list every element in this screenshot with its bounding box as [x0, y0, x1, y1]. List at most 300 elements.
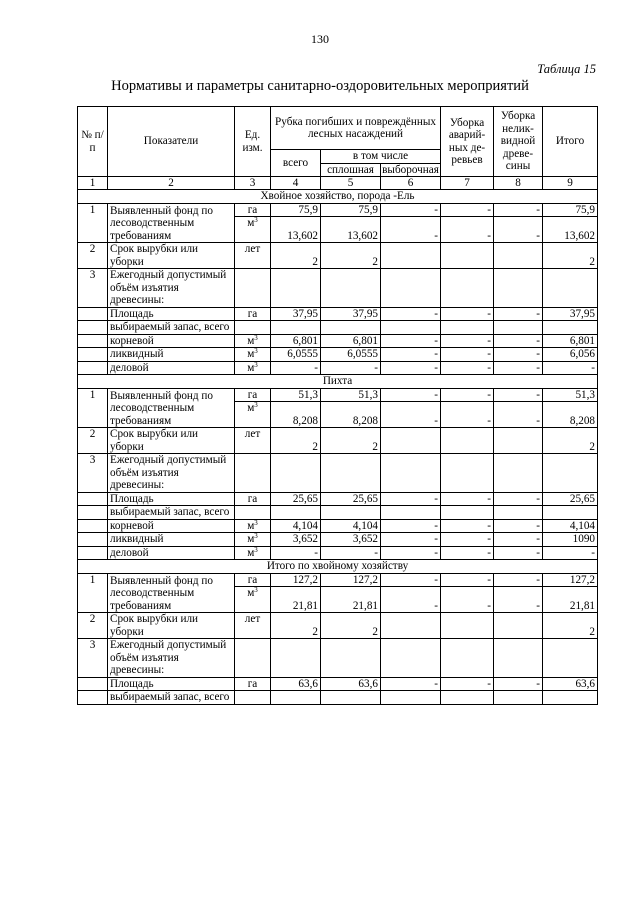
value-emergency-text: -: [487, 388, 492, 401]
value-unliquid: [494, 334, 543, 348]
row-number-text: 2: [89, 613, 96, 625]
row-number: [78, 243, 108, 269]
value-unliquid: [494, 587, 543, 613]
row-number-text: 1: [89, 573, 96, 586]
value-emergency: [441, 613, 494, 639]
section-title-row: [78, 560, 598, 574]
value-selective-text: -: [434, 361, 439, 374]
value-clear: [321, 269, 381, 308]
value-sum: [543, 506, 598, 520]
header-indicators: Показатели: [108, 107, 235, 177]
col-number: 6: [381, 177, 441, 190]
header-total: Итого: [543, 107, 598, 177]
row-label-text: ликвидный: [110, 533, 164, 545]
value-emergency: [441, 677, 494, 691]
value-selective-text: -: [434, 677, 439, 690]
value-sum: [543, 639, 598, 678]
value-total-text: 75,9: [298, 203, 318, 216]
row-label: [108, 492, 235, 506]
row-label: [108, 546, 235, 560]
value-emergency-text: -: [487, 348, 492, 360]
value-clear-text: 6,801: [352, 334, 378, 347]
value-selective: [381, 587, 441, 613]
value-emergency-text: -: [487, 361, 492, 374]
col-number: 5: [321, 177, 381, 190]
value-emergency: [441, 321, 494, 335]
value-selective: [381, 321, 441, 335]
value-clear: [321, 361, 381, 375]
row-unit-text: м: [247, 546, 255, 559]
row-unit-text: м: [247, 519, 255, 532]
value-emergency: [441, 691, 494, 705]
value-total-text: 6,801: [292, 334, 318, 347]
row-label: [108, 321, 235, 335]
row-unit-text: м: [247, 402, 255, 414]
row-label-text: Выявленный фонд по лесоводственным требованиям: [110, 204, 213, 242]
value-emergency-text: -: [487, 229, 492, 242]
value-total: [271, 402, 321, 428]
value-total: [271, 361, 321, 375]
value-emergency: [441, 269, 494, 308]
value-total-text: -: [314, 546, 318, 559]
value-unliquid: [494, 269, 543, 308]
value-total: [271, 587, 321, 613]
value-emergency-text: -: [487, 573, 492, 586]
value-selective: [381, 691, 441, 705]
value-sum: [543, 533, 598, 547]
value-total: [271, 519, 321, 533]
value-selective: [381, 573, 441, 587]
row-number-text: 1: [89, 203, 96, 216]
value-clear: [321, 613, 381, 639]
value-emergency: [441, 217, 494, 243]
value-selective-text: -: [434, 573, 439, 586]
row-label-text: выбираемый запас, всего: [110, 691, 230, 703]
row-number: [78, 546, 108, 560]
table-row: [78, 492, 598, 506]
value-total: [271, 613, 321, 639]
value-emergency-text: -: [487, 203, 492, 216]
row-unit: $м^3$: [235, 402, 271, 428]
value-total: [271, 506, 321, 520]
value-selective-text: -: [434, 492, 439, 505]
value-clear: [321, 573, 381, 587]
value-clear: [321, 533, 381, 547]
header-felling: Рубка погибших и повреждённых лесных насаждений: [271, 107, 441, 150]
value-clear: [321, 454, 381, 493]
header-num: № п/п: [78, 107, 108, 177]
value-unliquid: [494, 361, 543, 375]
value-sum: [543, 546, 598, 560]
value-total: [271, 546, 321, 560]
column-numbers-row: [78, 177, 598, 190]
row-label: [108, 307, 235, 321]
value-clear: [321, 506, 381, 520]
value-unliquid: [494, 533, 543, 547]
value-selective: [381, 533, 441, 547]
value-sum-text: 6,056: [569, 348, 596, 360]
row-label: [108, 613, 235, 639]
value-unliquid-text: -: [536, 519, 541, 532]
table-row: [78, 677, 598, 691]
table-row: [78, 321, 598, 335]
row-number: [78, 454, 108, 493]
value-selective: [381, 307, 441, 321]
value-clear-text: 8,208: [352, 414, 378, 427]
value-emergency: [441, 506, 494, 520]
row-number-text: 3: [89, 639, 96, 651]
row-label: [108, 428, 235, 454]
value-selective-text: -: [434, 533, 439, 545]
row-unit: [235, 454, 271, 493]
value-emergency: [441, 454, 494, 493]
header-selective: выборочная: [382, 163, 439, 176]
col-number: 2: [108, 177, 235, 190]
row-number: [78, 428, 108, 454]
value-selective: [381, 613, 441, 639]
value-unliquid: [494, 691, 543, 705]
section-title-text: Хвойное хозяйство, порода -Ель: [260, 190, 415, 202]
value-sum: [543, 677, 598, 691]
header-clear: сплошная: [321, 163, 381, 177]
value-total-text: -: [314, 361, 318, 374]
value-sum: [543, 388, 598, 402]
value-sum-text: 6,801: [569, 334, 596, 347]
row-number: [78, 348, 108, 362]
row-unit: $м^3$: [235, 587, 271, 613]
row-label-text: выбираемый запас, всего: [110, 321, 230, 333]
value-emergency-text: -: [487, 677, 492, 690]
section-title-text: Пихта: [322, 375, 353, 387]
value-selective: [381, 519, 441, 533]
table-row: [78, 613, 598, 639]
page-number: 130: [311, 32, 329, 46]
row-number: [78, 613, 108, 639]
row-unit: [235, 613, 271, 639]
value-clear-text: 2: [372, 440, 378, 453]
row-unit: $м^3$: [235, 533, 271, 547]
value-total-text: 6,0555: [287, 348, 318, 360]
row-number: [78, 361, 108, 375]
value-sum: [543, 519, 598, 533]
row-number-text: 2: [89, 428, 96, 440]
row-label-text: Выявленный фонд по лесоводственным требованиям: [110, 389, 213, 427]
value-total-text: 2: [312, 255, 318, 268]
value-unliquid: [494, 492, 543, 506]
row-unit: [235, 243, 271, 269]
value-clear-text: 127,2: [352, 573, 378, 586]
value-clear-text: 63,6: [358, 677, 378, 690]
value-clear: [321, 492, 381, 506]
table-row: [78, 533, 598, 547]
value-clear-text: 21,81: [352, 599, 378, 612]
value-emergency: [441, 519, 494, 533]
value-emergency-text: -: [487, 519, 492, 532]
row-label: [108, 243, 235, 269]
value-unliquid: [494, 321, 543, 335]
value-emergency: [441, 388, 494, 402]
value-emergency: [441, 334, 494, 348]
section-title: [78, 190, 598, 204]
value-clear-text: 4,104: [352, 519, 378, 532]
row-number: [78, 388, 108, 428]
value-clear: [321, 217, 381, 243]
col-number: 9: [543, 177, 598, 190]
row-unit: $м^3$: [235, 519, 271, 533]
table-row: [78, 361, 598, 375]
value-total: [271, 243, 321, 269]
value-total-text: 21,81: [292, 599, 318, 612]
value-selective-text: -: [434, 334, 439, 347]
row-unit: $м^3$: [235, 217, 271, 243]
row-label-text: корневой: [110, 519, 154, 532]
value-unliquid: [494, 519, 543, 533]
value-selective: [381, 639, 441, 678]
value-sum: [543, 321, 598, 335]
value-emergency-text: -: [487, 533, 492, 545]
value-selective-text: -: [434, 307, 439, 320]
value-selective: [381, 217, 441, 243]
value-sum-text: -: [591, 546, 596, 559]
table-row: [78, 269, 598, 308]
header-unit: Ед. изм.: [235, 107, 271, 177]
value-selective: [381, 428, 441, 454]
value-total: [271, 307, 321, 321]
row-unit-text: га: [247, 203, 258, 216]
value-emergency: [441, 546, 494, 560]
value-emergency: [441, 203, 494, 217]
row-unit: $м^3$: [235, 361, 271, 375]
value-unliquid: [494, 243, 543, 269]
value-sum-text: 25,65: [569, 492, 596, 505]
value-sum-text: 127,2: [569, 573, 596, 586]
value-unliquid: [494, 217, 543, 243]
value-selective: [381, 546, 441, 560]
header-including: в том числе: [321, 150, 441, 164]
table-row: [78, 639, 598, 678]
row-number: [78, 677, 108, 691]
value-total: [271, 639, 321, 678]
value-emergency: [441, 573, 494, 587]
value-sum-text: 2: [589, 255, 596, 268]
value-clear: [321, 428, 381, 454]
value-emergency-text: -: [487, 334, 492, 347]
col-number: 8: [494, 177, 543, 190]
value-clear: [321, 691, 381, 705]
row-unit: $м^3$: [235, 334, 271, 348]
row-label-text: Ежегодный допустимый объём изъятия древесины:: [110, 269, 227, 306]
value-total-text: 2: [312, 625, 318, 638]
table-label: Таблица 15: [537, 62, 596, 76]
row-label: [108, 348, 235, 362]
row-label-text: деловой: [110, 546, 149, 559]
value-unliquid-text: -: [536, 492, 541, 505]
value-clear: [321, 402, 381, 428]
row-number-text: 1: [89, 388, 96, 401]
value-unliquid: [494, 613, 543, 639]
value-clear: [321, 243, 381, 269]
section-title-text: Итого по хвойному хозяйству: [266, 560, 409, 572]
value-emergency: [441, 402, 494, 428]
value-unliquid-text: -: [536, 599, 541, 612]
value-sum: [543, 454, 598, 493]
value-selective: [381, 203, 441, 217]
row-label: [108, 361, 235, 375]
value-total: [271, 492, 321, 506]
value-sum: [543, 428, 598, 454]
value-clear: [321, 203, 381, 217]
row-label-text: выбираемый запас, всего: [110, 506, 230, 518]
table-row: [78, 454, 598, 493]
table-row: [78, 428, 598, 454]
value-total: [271, 203, 321, 217]
row-label-text: Ежегодный допустимый объём изъятия древесины:: [110, 639, 227, 676]
value-emergency: [441, 243, 494, 269]
value-sum-text: 8,208: [569, 414, 596, 427]
value-sum: [543, 217, 598, 243]
value-sum: [543, 334, 598, 348]
value-total: [271, 677, 321, 691]
table-row: [78, 506, 598, 520]
row-number: [78, 691, 108, 705]
value-total: [271, 217, 321, 243]
value-emergency: [441, 492, 494, 506]
value-clear-text: 75,9: [358, 203, 378, 216]
row-unit: [235, 573, 271, 587]
row-unit-text: лет: [244, 613, 261, 625]
value-sum-text: 37,95: [569, 307, 596, 320]
row-unit: [235, 203, 271, 217]
value-total: [271, 454, 321, 493]
row-number: [78, 573, 108, 613]
row-label: [108, 334, 235, 348]
value-sum-text: 13,602: [564, 229, 596, 242]
row-number: [78, 321, 108, 335]
row-label: [108, 677, 235, 691]
row-label-text: Площадь: [110, 492, 154, 505]
table-row: [78, 691, 598, 705]
row-label: [108, 573, 235, 613]
value-emergency-text: -: [487, 414, 492, 427]
value-clear-text: 2: [372, 255, 378, 268]
value-clear-text: 37,95: [352, 307, 378, 320]
row-label-text: Срок вырубки или уборки: [110, 243, 199, 268]
row-label-text: деловой: [110, 361, 149, 374]
row-label-text: Срок вырубки или уборки: [110, 613, 199, 638]
header-emergency: Уборка аварий-ных де-ревьев: [441, 107, 494, 177]
value-selective-text: -: [434, 599, 439, 612]
row-unit: [235, 321, 271, 335]
value-emergency: [441, 348, 494, 362]
value-selective-text: -: [434, 546, 439, 559]
sanitary-norms-table: [77, 106, 598, 705]
value-clear: [321, 348, 381, 362]
col-number: 1: [78, 177, 108, 190]
row-label: [108, 519, 235, 533]
value-unliquid-text: -: [536, 677, 541, 690]
value-unliquid-text: -: [536, 307, 541, 320]
section-title-row: [78, 375, 598, 389]
value-unliquid: [494, 677, 543, 691]
value-total-text: 127,2: [292, 573, 318, 586]
row-label: [108, 691, 235, 705]
value-clear: [321, 321, 381, 335]
header-unliquid: Уборка нелик-видной древе-сины: [494, 107, 543, 177]
value-unliquid-text: -: [536, 388, 541, 401]
value-clear: [321, 388, 381, 402]
value-clear: [321, 334, 381, 348]
value-unliquid-text: -: [536, 229, 541, 242]
value-total: [271, 388, 321, 402]
row-unit: [235, 677, 271, 691]
row-number: [78, 506, 108, 520]
value-clear: [321, 639, 381, 678]
value-unliquid: [494, 506, 543, 520]
row-unit-text: м: [247, 533, 255, 545]
value-total-text: 3,652: [292, 533, 318, 545]
value-unliquid: [494, 348, 543, 362]
row-label: [108, 388, 235, 428]
row-number: [78, 492, 108, 506]
table-row: [78, 388, 598, 402]
value-selective-text: -: [434, 203, 439, 216]
value-clear-text: 3,652: [352, 533, 378, 545]
value-total: [271, 269, 321, 308]
value-sum-text: 2: [589, 625, 596, 638]
row-unit-text: га: [247, 492, 258, 505]
value-selective-text: -: [434, 348, 439, 360]
row-label: [108, 454, 235, 493]
value-emergency-text: -: [487, 492, 492, 505]
table-row: [78, 203, 598, 217]
value-unliquid: [494, 428, 543, 454]
row-number-text: 2: [89, 243, 96, 255]
col-number: 4: [271, 177, 321, 190]
value-total-text: 51,3: [298, 388, 318, 401]
row-unit: [235, 307, 271, 321]
value-unliquid-text: -: [536, 573, 541, 586]
row-unit-text: м: [247, 587, 255, 599]
row-unit: [235, 492, 271, 506]
value-unliquid-text: -: [536, 533, 541, 545]
value-clear-text: -: [374, 361, 378, 374]
value-clear: [321, 307, 381, 321]
value-emergency-text: -: [487, 599, 492, 612]
table-row: [78, 334, 598, 348]
value-unliquid: [494, 639, 543, 678]
row-unit-text: га: [247, 388, 258, 401]
value-selective-text: -: [434, 388, 439, 401]
value-selective: [381, 454, 441, 493]
value-selective: [381, 269, 441, 308]
value-sum-text: 1090: [572, 533, 596, 545]
value-emergency: [441, 587, 494, 613]
value-sum-text: 4,104: [569, 519, 596, 532]
table-row: [78, 307, 598, 321]
value-clear-text: 2: [372, 625, 378, 638]
table-row: [78, 348, 598, 362]
value-sum: [543, 691, 598, 705]
row-label-text: Срок вырубки или уборки: [110, 428, 199, 453]
value-clear-text: 6,0555: [347, 348, 378, 360]
row-unit-text: м: [247, 361, 255, 374]
value-sum-text: 75,9: [575, 203, 596, 216]
value-unliquid: [494, 573, 543, 587]
value-unliquid-text: -: [536, 546, 541, 559]
value-unliquid: [494, 402, 543, 428]
row-unit-text: м: [247, 334, 255, 347]
value-emergency: [441, 307, 494, 321]
